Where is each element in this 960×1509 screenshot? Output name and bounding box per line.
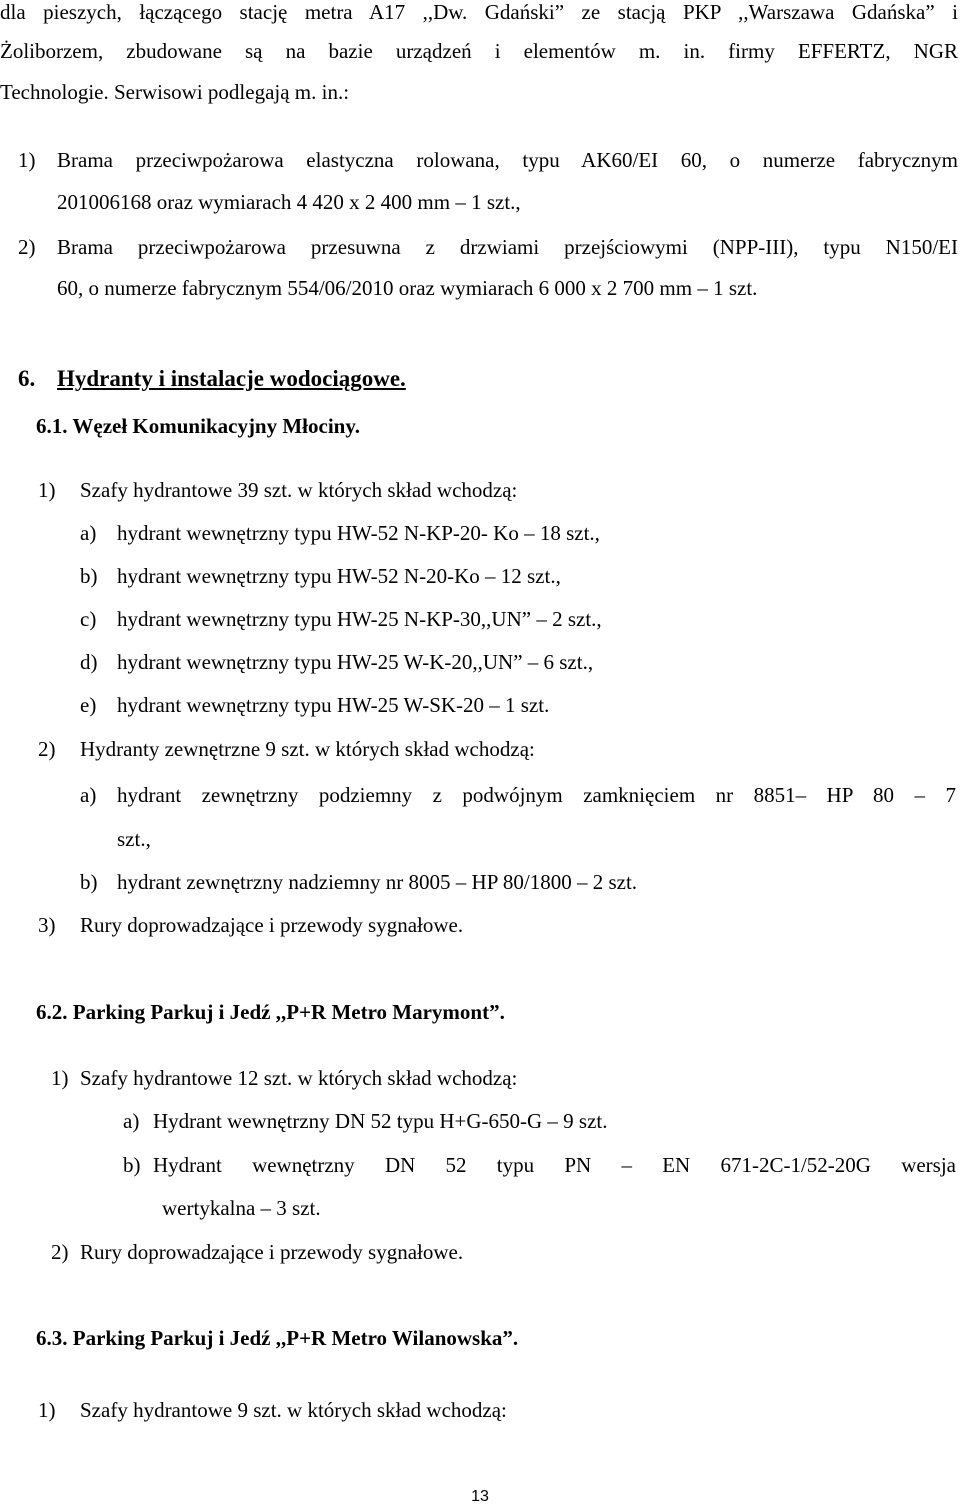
list-marker: 1)	[38, 478, 56, 502]
list-marker: 2)	[38, 737, 56, 761]
list-marker: a)	[80, 783, 97, 807]
intro-line-3: Technologie. Serwisowi podlegają m. in.:	[0, 80, 350, 104]
list-marker: b)	[80, 564, 98, 588]
subsection-heading-6-1: 6.1. Węzeł Komunikacyjny Młociny.	[36, 414, 360, 438]
list-item: Szafy hydrantowe 39 szt. w których skład wchodzą:	[80, 478, 518, 502]
list-item: hydrant wewnętrzny typu HW-25 W-SK-20 – 1 szt.	[117, 693, 550, 717]
list-item: hydrant wewnętrzny typu HW-52 N-KP-20- Ko – 18 szt.,	[117, 521, 600, 545]
list-item: hydrant wewnętrzny typu HW-25 W-K-20,,UN” – 6 szt.,	[117, 650, 594, 674]
list-item: Szafy hydrantowe 9 szt. w których skład wchodzą:	[80, 1398, 507, 1422]
subsection-heading-6-3: 6.3. Parking Parkuj i Jedź ,,P+R Metro Wilanowska”.	[36, 1326, 519, 1350]
subsection-heading-6-2: 6.2. Parking Parkuj i Jedź ,,P+R Metro Marymont”.	[36, 1000, 505, 1024]
intro-line-1: dla pieszych, łączącego stację metra A17 ,,Dw. Gdański” ze stacją PKP ,,Warszawa Gdańska” i	[0, 0, 958, 24]
list-marker: 1)	[38, 1398, 56, 1422]
list-marker: d)	[80, 650, 98, 674]
list-marker: e)	[80, 693, 97, 717]
list-item: hydrant wewnętrzny typu HW-25 N-KP-30,,UN” – 2 szt.,	[117, 607, 602, 631]
list-item-continued: wertykalna – 3 szt.	[162, 1196, 321, 1220]
list-item: hydrant wewnętrzny typu HW-52 N-20-Ko – 12 szt.,	[117, 564, 561, 588]
list-item: hydrant zewnętrzny nadziemny nr 8005 – HP 80/1800 – 2 szt.	[117, 870, 638, 894]
list-item: Szafy hydrantowe 12 szt. w których skład wchodzą:	[80, 1066, 518, 1090]
list-marker: a)	[123, 1109, 140, 1133]
list-item: Hydranty zewnętrzne 9 szt. w których skład wchodzą:	[80, 737, 535, 761]
list-marker: c)	[80, 607, 97, 631]
list-item: hydrant zewnętrzny podziemny z podwójnym zamknięciem nr 8851– HP 80 – 7	[117, 783, 956, 807]
gate-2-line-2: 60, o numerze fabrycznym 554/06/2010 oraz wymiarach 6 000 x 2 700 mm – 1 szt.	[57, 276, 758, 300]
list-marker: b)	[123, 1153, 141, 1177]
list-item: Rury doprowadzające i przewody sygnałowe.	[80, 1240, 464, 1264]
list-item: Hydrant wewnętrzny DN 52 typu PN – EN 671-2C-1/52-20G wersja	[153, 1153, 956, 1177]
list-marker: 3)	[38, 913, 56, 937]
list-item: Rury doprowadzające i przewody sygnałowe.	[80, 913, 464, 937]
list-marker: 1)	[18, 148, 36, 172]
section-title: Hydranty i instalacje wodociągowe.	[57, 366, 406, 391]
list-marker: b)	[80, 870, 98, 894]
list-marker: 2)	[18, 235, 36, 259]
intro-line-2: Żoliborzem, zbudowane są na bazie urządzeń i elementów m. in. firmy EFFERTZ, NGR	[0, 39, 958, 63]
gate-2-line-1: Brama przeciwpożarowa przesuwna z drzwiami przejściowymi (NPP-III), typu N150/EI	[57, 235, 958, 259]
list-item: Hydrant wewnętrzny DN 52 typu H+G-650-G – 9 szt.	[153, 1109, 608, 1133]
section-number: 6.	[18, 366, 36, 391]
page-number: 13	[471, 1488, 489, 1505]
list-item-continued: szt.,	[117, 827, 151, 851]
gate-1-line-1: Brama przeciwpożarowa elastyczna rolowana, typu AK60/EI 60, o numerze fabrycznym	[57, 148, 958, 172]
gate-1-line-2: 201006168 oraz wymiarach 4 420 x 2 400 mm – 1 szt.,	[57, 190, 521, 214]
list-marker: 2)	[51, 1240, 69, 1264]
list-marker: a)	[80, 521, 97, 545]
list-marker: 1)	[51, 1066, 69, 1090]
